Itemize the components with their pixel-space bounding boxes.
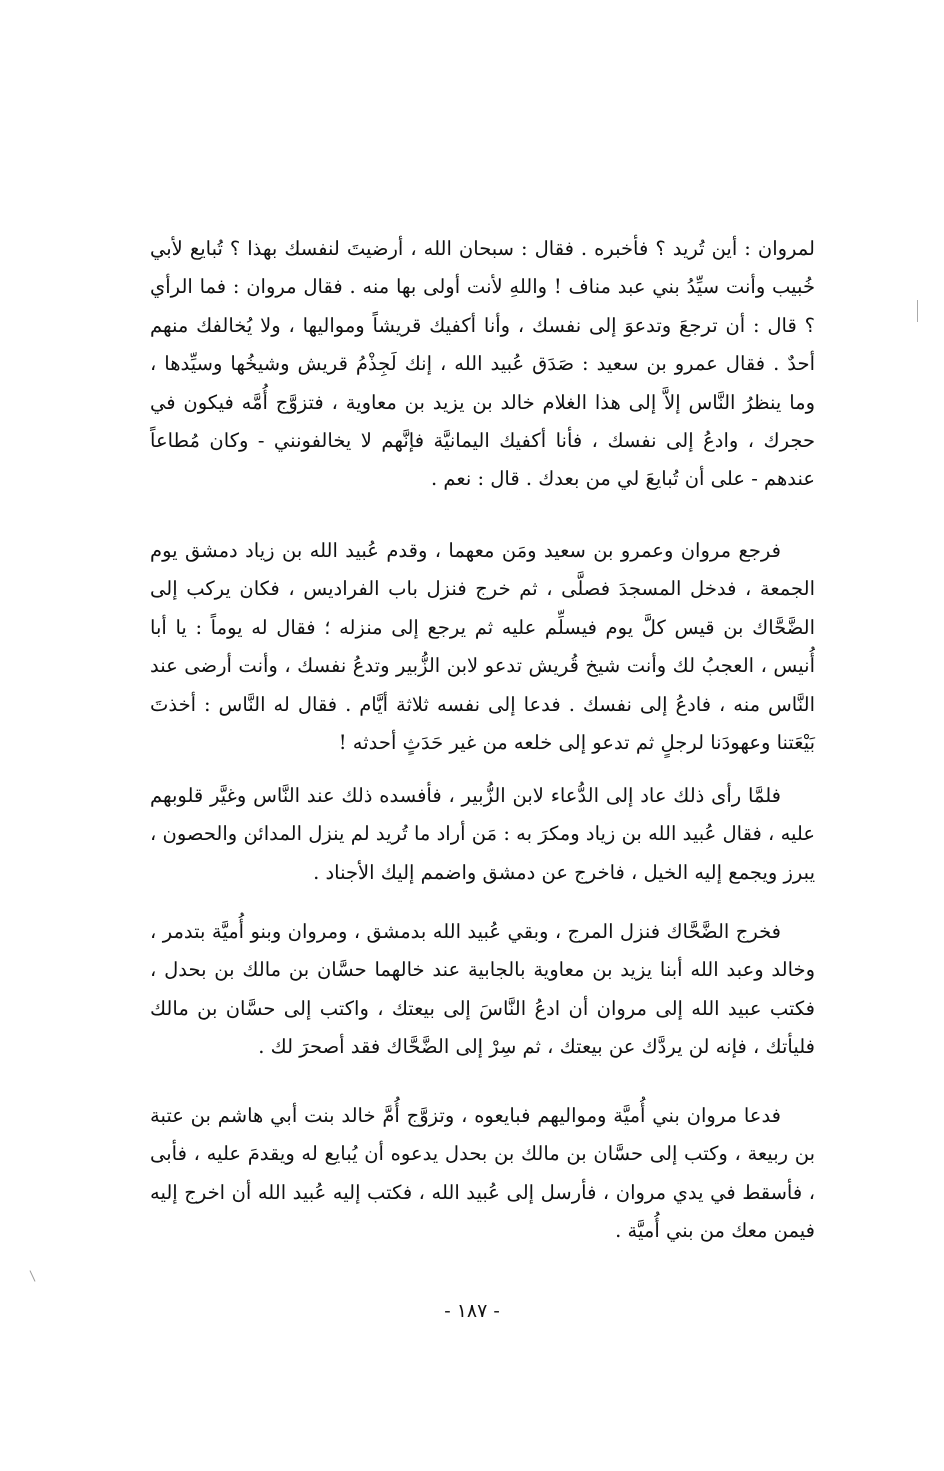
paragraph-5 [150,1097,815,1251]
paragraph-text: فخرج الضَّحَّاك فنزل المرج ، وبقي عُبيد الله بدمشق ، ومروان وبنو أُميَّة بتدمر ، وخالد وعبد الله أبنا يزيد بن معاوية بالجابية عند خالهما حسَّان بن مالك بن بحدل ، فكتب عبيد الله إلى مروان أن ادعُ النَّاسَ إلى بيعتك ، واكتب إلى حسَّان بن مالك فليأتك ، فإنه لن يردَّك عن بيعتك ، ثم سِرْ إلى الضَّحَّاك فقد أصحرَ لك . [150,920,815,1059]
page-number: - ١٨٧ - [444,1300,500,1322]
scan-speck [30,1270,36,1281]
scan-speck [917,300,918,322]
paragraph-2 [150,532,815,762]
paragraph-1 [150,230,815,499]
paragraph-text: لمروان : أين تُريد ؟ فأخبره . فقال : سبحان الله ، أرضيتَ لنفسك بهذا ؟ تُبايع لأبي خُبيب وأنت سيِّدُ بني عبد مناف ! واللهِ لأنت أولى بها منه . فقال مروان : فما الرأي ؟ قال : أن ترجعَ وتدعوَ إلى نفسك ، وأنا أكفيك قريشاً ومواليها ، ولا يُخالفك منهم أحدٌ . فقال عمرو بن سعيد : صَدَق عُبيد الله ، إنك لَجِذْمُ قريش وشيخُها وسيِّدها ، وما ينظرُ النَّاس إلاَّ إلى هذا الغلام خالد بن يزيد بن معاوية ، فتزوَّج أُمَّه فيكون في حجرك ، وادعُ إلى نفسك ، فأنا أكفيك اليمانيَّة فإنَّهم لا يخالفونني - وكان مُطاعاً عندهم - على أن تُبايعَ لي من بعدك . قال : نعم . [150,237,815,491]
paragraph-text: فلمَّا رأى ذلك عاد إلى الدُّعاء لابن الزُّبير ، فأفسده ذلك عند النَّاس وغيَّر قلوبهم عليه ، فقال عُبيد الله بن زياد ومكرَ به : مَن أراد ما تُريد لم ينزل المدائن والحصون ، يبرز ويجمع إليه الخيل ، فاخرج عن دمشق واضمم إليك الأجناد . [150,784,815,884]
paragraph-text: فدعا مروان بني أُميَّة ومواليهم فبايعوه ، وتزوَّج أُمَّ خالد بنت أبي هاشم بن عتبة بن ربيعة ، وكتب إلى حسَّان بن مالك بن بحدل يدعوه أن يُبايع له ويقدمَ عليه ، فأبى ، فأسقط في يدي مروان ، فأرسل إلى عُبيد الله ، فكتب إليه عُبيد الله أن اخرج إليه فيمن معك من بني أُميَّة . [150,1104,815,1243]
paragraph-3 [150,777,815,892]
paragraph-4 [150,913,815,1067]
paragraph-text: فرجع مروان وعمرو بن سعيد ومَن معهما ، وقدم عُبيد الله بن زياد دمشق يوم الجمعة ، فدخل المسجدَ فصلَّى ، ثم خرج فنزل باب الفراديس ، فكان يركب إلى الضَّحَّاك بن قيس كلَّ يوم فيسلِّم عليه ثم يرجع إلى منزله ؛ فقال له يوماً : يا أبا أُنيس ، العجبُ لك وأنت شيخ قُريش تدعو لابن الزُّبير وتدعُ نفسك ، وأنت أرضى عند النَّاس منه ، فادعُ إلى نفسك . فدعا إلى نفسه ثلاثة أيَّام . فقال له النَّاس : أخذتَ بَيْعَتنا وعهودَنا لرجلٍ ثم تدعو إلى خلعه من غير حَدَثٍ أحدثه ! [150,539,815,755]
